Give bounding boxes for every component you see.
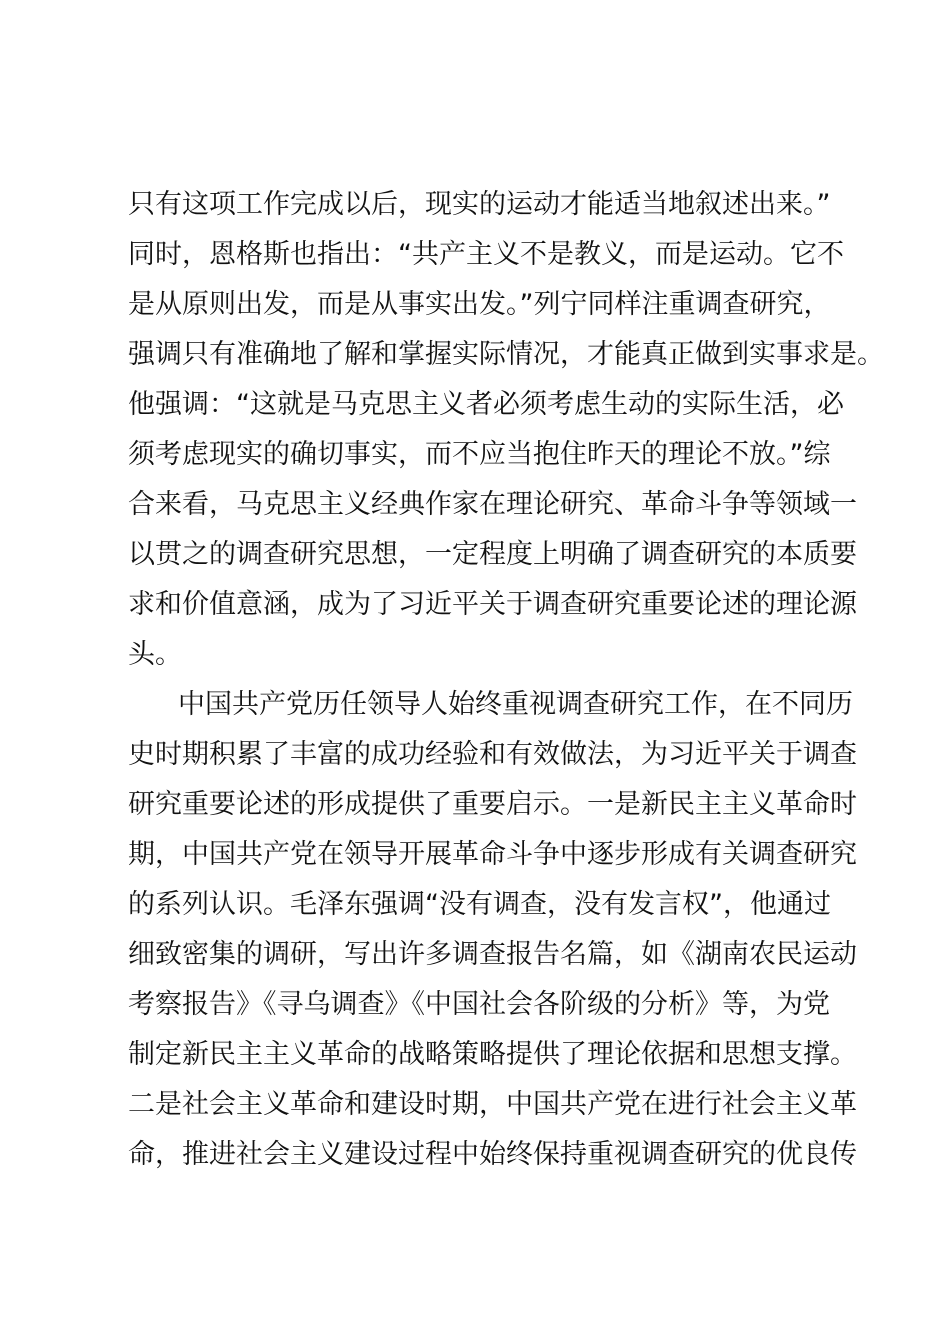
text-line: 须考虑现实的确切事实，而不应当抱住昨天的理论不放。”综 bbox=[128, 439, 831, 470]
text-line: 期，中国共产党在领导开展革命斗争中逐步形成有关调查研究 bbox=[128, 839, 857, 870]
text-line: 强调只有准确地了解和掌握实际情况，才能真正做到实事求是。 bbox=[128, 339, 884, 370]
text-line: 求和价值意涵，成为了习近平关于调查研究重要论述的理论源 bbox=[128, 589, 857, 620]
paragraph-first-line: 中国共产党历任领导人始终重视调查研究工作，在不同历 bbox=[178, 689, 853, 720]
text-line: 头。 bbox=[128, 639, 182, 670]
text-line: 只有这项工作完成以后，现实的运动才能适当地叙述出来。” bbox=[128, 189, 831, 220]
text-line: 二是社会主义革命和建设时期，中国共产党在进行社会主义革 bbox=[128, 1089, 857, 1120]
text-line: 合来看，马克思主义经典作家在理论研究、革命斗争等领域一 bbox=[128, 489, 857, 520]
text-line: 的系列认识。毛泽东强调“没有调查，没有发言权”，他通过 bbox=[128, 889, 831, 920]
text-line: 研究重要论述的形成提供了重要启示。一是新民主主义革命时 bbox=[128, 789, 857, 820]
text-line: 以贯之的调查研究思想，一定程度上明确了调查研究的本质要 bbox=[128, 539, 857, 570]
text-line: 考察报告》《寻乌调查》《中国社会各阶级的分析》等，为党 bbox=[128, 989, 830, 1020]
text-line: 细致密集的调研，写出许多调查报告名篇，如《湖南农民运动 bbox=[128, 939, 857, 970]
text-line: 他强调：“这就是马克思主义者必须考虑生动的实际生活，必 bbox=[128, 389, 844, 420]
text-line: 同时，恩格斯也指出：“共产主义不是教义，而是运动。它不 bbox=[128, 239, 844, 270]
text-line: 是从原则出发，而是从事实出发。”列宁同样注重调查研究， bbox=[128, 289, 831, 320]
text-line: 命，推进社会主义建设过程中始终保持重视调查研究的优良传 bbox=[128, 1139, 857, 1170]
text-line: 史时期积累了丰富的成功经验和有效做法，为习近平关于调查 bbox=[128, 739, 857, 770]
text-line: 制定新民主主义革命的战略策略提供了理论依据和思想支撑。 bbox=[128, 1039, 857, 1070]
